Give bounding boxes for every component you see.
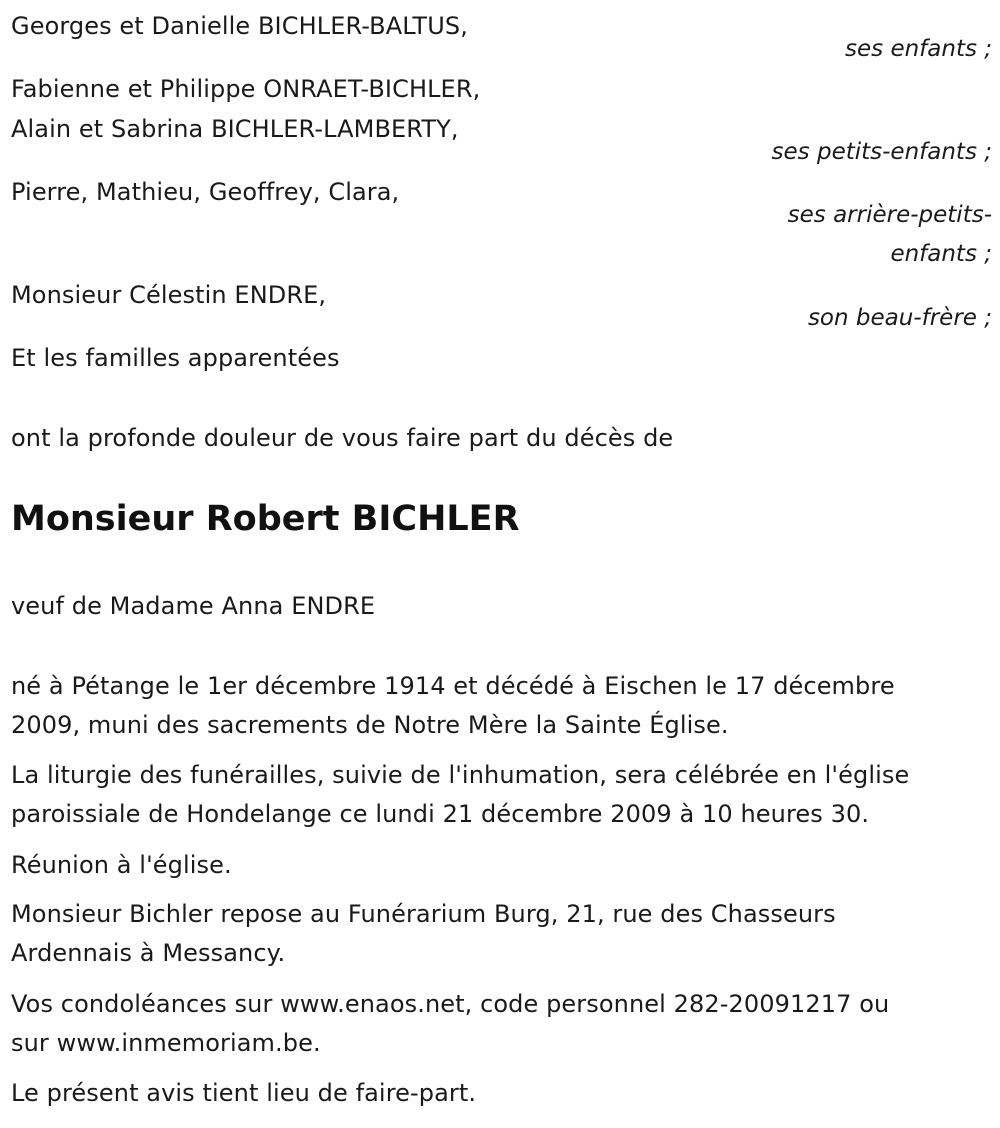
relatives-line: Et les familles apparentées bbox=[11, 344, 340, 372]
rest-line-2: Ardennais à Messancy. bbox=[11, 939, 286, 967]
condolences-line-2: sur www.inmemoriam.be. bbox=[11, 1029, 321, 1057]
birth-death-line-1: né à Pétange le 1er décembre 1914 et décédé à Eischen le 17 décembre bbox=[11, 672, 895, 700]
widower-line: veuf de Madame Anna ENDRE bbox=[11, 592, 376, 620]
grandchildren-names-1: Fabienne et Philippe ONRAET-BICHLER, bbox=[11, 75, 481, 103]
brother-in-law-role: son beau-frère ; bbox=[807, 305, 992, 331]
children-names: Georges et Danielle BICHLER-BALTUS, bbox=[11, 12, 468, 40]
condolences-line-1: Vos condoléances sur www.enaos.net, code personnel 282-20091217 ou bbox=[11, 990, 890, 1018]
rest-line-1: Monsieur Bichler repose au Funérarium Burg, 21, rue des Chasseurs bbox=[11, 900, 836, 928]
children-role: ses enfants ; bbox=[845, 36, 992, 62]
great-grandchildren-role-2: enfants ; bbox=[890, 241, 992, 267]
meeting-line: Réunion à l'église. bbox=[11, 851, 232, 879]
grandchildren-role: ses petits-enfants ; bbox=[771, 139, 992, 165]
funeral-line-1: La liturgie des funérailles, suivie de l'inhumation, sera célébrée en l'église bbox=[11, 761, 910, 789]
announcement-line: ont la profonde douleur de vous faire part du décès de bbox=[11, 424, 674, 452]
great-grandchildren-names: Pierre, Mathieu, Geoffrey, Clara, bbox=[11, 178, 400, 206]
notice-line: Le présent avis tient lieu de faire-part. bbox=[11, 1079, 477, 1107]
funeral-line-2: paroissiale de Hondelange ce lundi 21 décembre 2009 à 10 heures 30. bbox=[11, 800, 870, 828]
birth-death-line-2: 2009, muni des sacrements de Notre Mère la Sainte Église. bbox=[11, 711, 729, 739]
deceased-name: Monsieur Robert BICHLER bbox=[11, 499, 520, 539]
great-grandchildren-role-1: ses arrière-petits- bbox=[787, 202, 992, 228]
grandchildren-names-2: Alain et Sabrina BICHLER-LAMBERTY, bbox=[11, 115, 459, 143]
brother-in-law-name: Monsieur Célestin ENDRE, bbox=[11, 281, 327, 309]
